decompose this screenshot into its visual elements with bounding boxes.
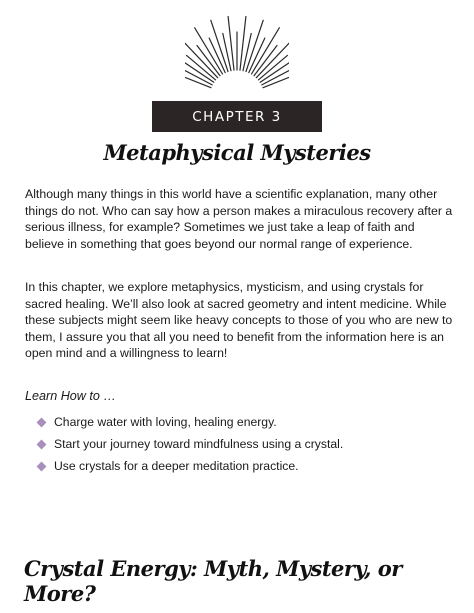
diamond-bullet-icon (37, 461, 47, 471)
sunburst-ray (195, 28, 223, 74)
learn-heading: Learn How to … (25, 389, 116, 403)
sunburst-ray (223, 34, 231, 71)
list-item (38, 455, 458, 477)
sunburst-ray (187, 55, 216, 80)
diamond-bullet-icon (37, 439, 47, 449)
sunburst-ray (252, 28, 280, 74)
chapter-label: CHAPTER 3 (192, 108, 282, 125)
sunburst-ray (243, 34, 251, 71)
sunburst-icon (185, 14, 289, 98)
list-item-text: Start your journey toward mindfulness using a crystal. (54, 437, 344, 451)
sunburst-ray (258, 55, 287, 80)
list-item-text: Use crystals for a deeper meditation practice. (54, 459, 299, 473)
diamond-bullet-icon (37, 417, 47, 427)
chapter-label-bar (152, 101, 322, 132)
list-item (38, 411, 458, 433)
list-item-text: Charge water with loving, healing energy. (54, 415, 277, 429)
intro-paragraph-1: Although many things in this world have a scientific explanation, many other things do not. Who can say how a person makes a miraculous recovery after a serious illness, for example? Sometimes we just take a leap of faith and believe in something that goes beyond our normal range of experience. (25, 187, 453, 251)
section-title: Crystal Energy: Myth, Mystery, or More? (24, 556, 402, 606)
intro-paragraph-2: In this chapter, we explore metaphysics, mysticism, and using crystals for sacred healing. We’ll also look at sacred geometry and intent medicine. While these subjects might seem like heavy concepts to those of you who are new to them, I assure you that all you need to benefit from the information here is an open mind and a willingness to learn! (25, 280, 453, 361)
list-item (38, 433, 458, 455)
learn-list (38, 411, 458, 477)
chapter-title: Metaphysical Mysteries (103, 140, 371, 165)
